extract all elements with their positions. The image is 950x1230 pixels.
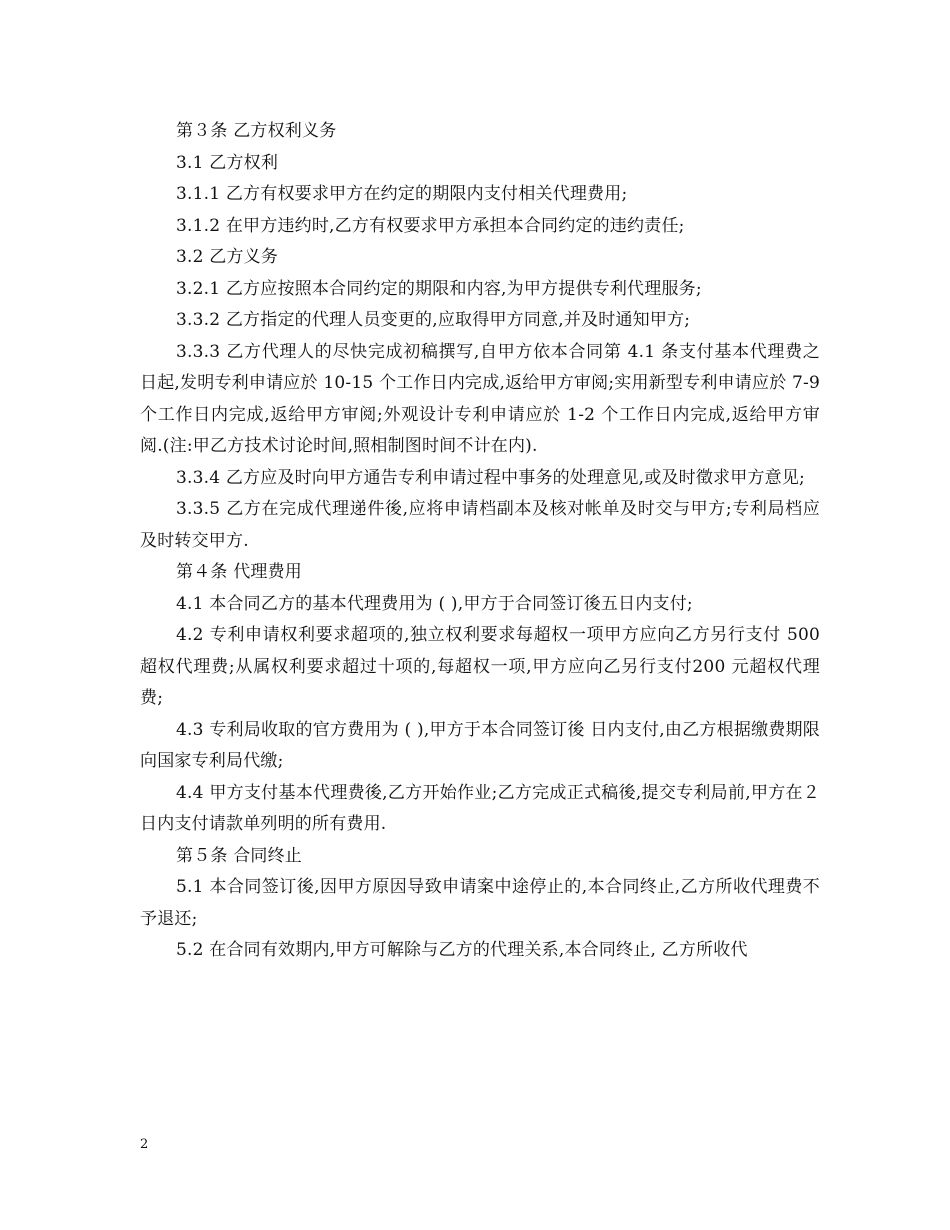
article-4-heading: 第４条 代理费用 (176, 562, 303, 582)
clause-5-2: 5.2 在合同有效期内,甲方可解除与乙方的代理关系,本合同终止, 乙方所收代 (176, 940, 748, 960)
clause-3-3-2: 3.3.2 乙方指定的代理人员变更的,应取得甲方同意,并及时通知甲方; (176, 310, 691, 330)
clause-3-1-1: 3.1.1 乙方有权要求甲方在约定的期限内支付相关代理费用; (176, 184, 628, 204)
section-3-1-heading: 3.1 乙方权利 (176, 152, 279, 173)
clause-3-3-4: 3.3.4 乙方应及时向甲方通告专利申请过程中事务的处理意见,或及时徵求甲方意见; (176, 467, 805, 488)
page-number: 2 (140, 1137, 149, 1152)
article-3-heading: 第３条 乙方权利义务 (176, 121, 337, 141)
clause-3-3-3: 3.3.3 乙方代理人的尽快完成初稿撰写,自甲方依本合同第 4.1 条支付基本代理费之日起,发明专利申请应於 10-15 个工作日内完成,返给甲方审阅;实用新型专利申请应於 7-9 个工作日内完成,返给甲方审阅;外观设计专利申请应於 1-2 个工作日内完成,返给甲方审阅.(注:甲乙方技术讨论时间,照相制图时间不计在内). (140, 341, 820, 456)
clause-5-1: 5.1 本合同签订後,因甲方原因导致申请案中途停止的,本合同终止,乙方所收代理费不予退还; (140, 877, 820, 929)
clause-4-1: 4.1 本合同乙方的基本代理费用为 ( ),甲方于合同签订後五日内支付; (176, 593, 693, 614)
document-body (140, 116, 820, 967)
section-3-2-heading: 3.2 乙方义务 (176, 247, 279, 267)
clause-4-3: 4.3 专利局收取的官方费用为 ( ),甲方于本合同签订後 日内支付,由乙方根据缴费期限向国家专利局代缴; (140, 719, 820, 771)
clause-3-3-5: 3.3.5 乙方在完成代理递件後,应将申请档副本及核对帐单及时交与甲方;专利局档应及时转交甲方. (140, 499, 820, 551)
clause-4-2: 4.2 专利申请权利要求超项的,独立权利要求每超权一项甲方应向乙方另行支付 500 超权代理费;从属权利要求超过十项的,每超权一项,甲方应向乙另行支付200 元超权代理费; (140, 625, 820, 708)
clause-3-2-1: 3.2.1 乙方应按照本合同约定的期限和内容,为甲方提供专利代理服务; (176, 278, 702, 299)
clause-3-1-2: 3.1.2 在甲方违约时,乙方有权要求甲方承担本合同约定的违约责任; (176, 215, 685, 236)
article-5-heading: 第５条 合同终止 (176, 845, 303, 866)
clause-4-4: 4.4 甲方支付基本代理费後,乙方开始作业;乙方完成正式稿後,提交专利局前,甲方在２日内支付请款单列明的所有费用. (140, 782, 820, 834)
